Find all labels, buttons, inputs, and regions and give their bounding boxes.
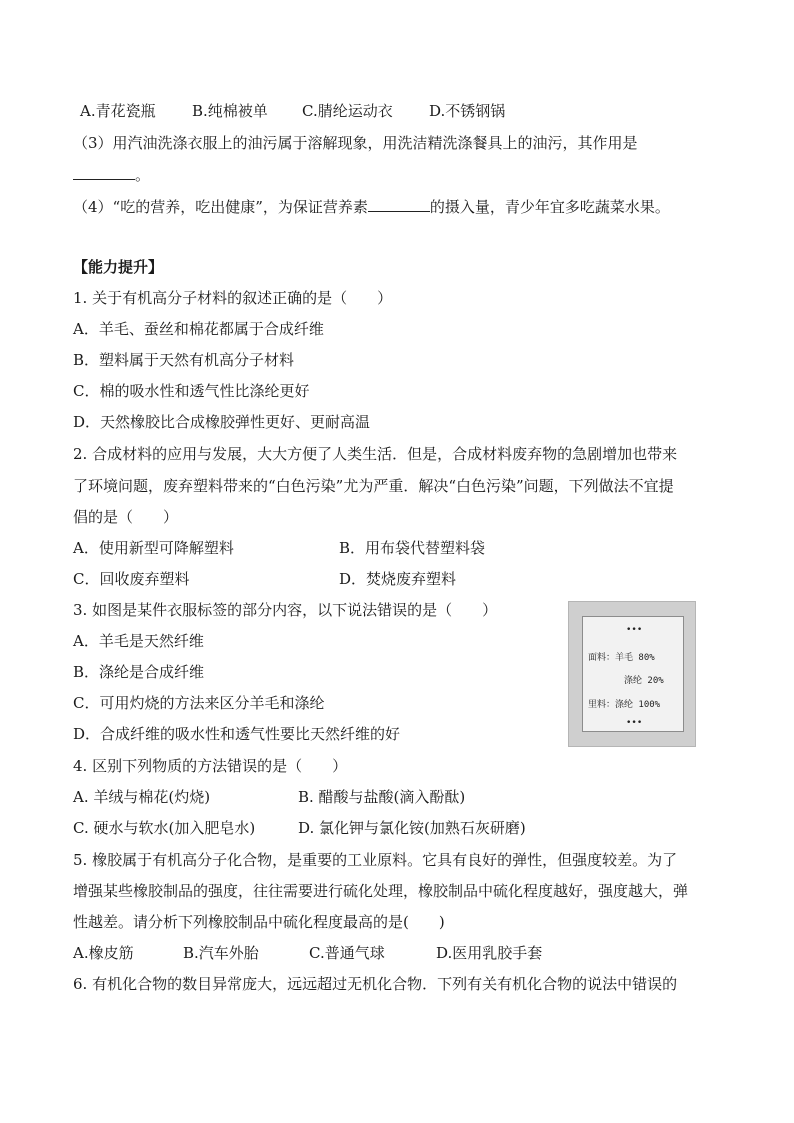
q2-option-a: A．使用新型可降解塑料 xyxy=(73,539,234,557)
q4-option-a: A. 羊绒与棉花(灼烧) xyxy=(73,788,211,806)
q5-option-a: A.橡皮筋 xyxy=(73,944,134,962)
q1-option-a: A．羊毛、蚕丝和棉花都属于合成纤维 xyxy=(73,320,324,338)
option-d: D.不锈钢锅 xyxy=(429,102,506,120)
q2-option-c: C．回收废弃塑料 xyxy=(73,570,190,588)
period: 。 xyxy=(135,166,151,184)
q3-option-d: D．合成纤维的吸水性和透气性要比天然纤维的好 xyxy=(73,725,401,743)
q5-line1: 5. 橡胶属于有机高分子化合物，是重要的工业原料。它具有良好的弹性，但强度较差。为了 xyxy=(73,851,678,869)
q5-line2: 增强某些橡胶制品的强度，往往需要进行硫化处理，橡胶制品中硫化程度越好，强度越大，弹 xyxy=(73,882,689,900)
q3-stem: 3. 如图是某件衣服标签的部分内容，以下说法错误的是（ ） xyxy=(73,601,498,619)
label-dots-bottom: ••• xyxy=(626,718,643,728)
q3-option-a: A．羊毛是天然纤维 xyxy=(73,632,204,650)
q5-options xyxy=(73,942,543,964)
q5-line3: 性越差。请分析下列橡胶制品中硫化程度最高的是( ) xyxy=(73,913,445,931)
section-title: 【能力提升】 xyxy=(73,258,164,276)
sub-question-4 xyxy=(73,195,670,218)
q1-option-c: C．棉的吸水性和透气性比涤纶更好 xyxy=(73,382,310,400)
sub-question-3: （3）用汽油洗涤衣服上的油污属于溶解现象，用洗洁精洗涤餐具上的油污，其作用是 xyxy=(73,134,638,152)
q2-line2: 了环境问题，废弃塑料带来的“白色污染”尤为严重．解决“白色污染”问题，下列做法不宜提 xyxy=(73,477,674,495)
q4-option-b: B. 醋酸与盐酸(滴入酚酞) xyxy=(298,788,466,806)
q5-option-d: D.医用乳胶手套 xyxy=(436,944,543,962)
label-dots-top: ••• xyxy=(626,625,643,635)
sub-question-3-answer xyxy=(73,163,150,186)
option-b: B.纯棉被单 xyxy=(192,102,268,120)
q1-option-b: B．塑料属于天然有机高分子材料 xyxy=(73,351,295,369)
q4-stem: 4. 区别下列物质的方法错误的是（ ） xyxy=(73,757,348,775)
answer-blank[interactable] xyxy=(368,195,430,212)
q2-options-row2 xyxy=(73,568,457,590)
q4-option-d: D. 氯化钾与氯化铵(加熟石灰研磨) xyxy=(298,819,526,837)
q6-line1: 6. 有机化合物的数目异常庞大，远远超过无机化合物．下列有关有机化合物的说法中错误的 xyxy=(73,975,678,993)
q4-pre: （4）“吃的营养，吃出健康”，为保证营养素 xyxy=(73,198,368,216)
clothing-label xyxy=(582,616,684,732)
q2-options-row1 xyxy=(73,537,486,559)
option-c: C.腈纶运动衣 xyxy=(302,102,393,120)
q4-option-c: C. 硬水与软水(加入肥皂水) xyxy=(73,819,256,837)
label-row3: 里料：涤纶 100% xyxy=(588,700,661,710)
q2-line3: 倡的是（ ） xyxy=(73,508,179,526)
q2-option-d: D．焚烧废弃塑料 xyxy=(339,570,457,588)
q4-options-row2 xyxy=(73,817,526,839)
answer-blank[interactable] xyxy=(73,163,135,180)
q3-option-c: C．可用灼烧的方法来区分羊毛和涤纶 xyxy=(73,694,325,712)
q4-post: 的摄入量，青少年宜多吃蔬菜水果。 xyxy=(429,198,670,216)
q5-option-c: C.普通气球 xyxy=(309,944,385,962)
q4-options-row1 xyxy=(73,786,466,808)
label-row1: 面料：羊毛 80% xyxy=(588,653,655,663)
option-a: A.青花瓷瓶 xyxy=(80,102,156,120)
q1-stem: 1. 关于有机高分子材料的叙述正确的是（ ） xyxy=(73,289,393,307)
label-row2: 涤纶 20% xyxy=(624,676,664,686)
q5-option-b: B.汽车外胎 xyxy=(183,944,259,962)
clothing-label-image xyxy=(568,601,696,747)
q1-option-d: D．天然橡胶比合成橡胶弹性更好、更耐高温 xyxy=(73,413,371,431)
q2-line1: 2. 合成材料的应用与发展，大大方便了人类生活．但是，合成材料废弃物的急剧增加也带来 xyxy=(73,445,678,463)
q3-option-b: B．涤纶是合成纤维 xyxy=(73,663,205,681)
q2-option-b: B．用布袋代替塑料袋 xyxy=(339,539,486,557)
